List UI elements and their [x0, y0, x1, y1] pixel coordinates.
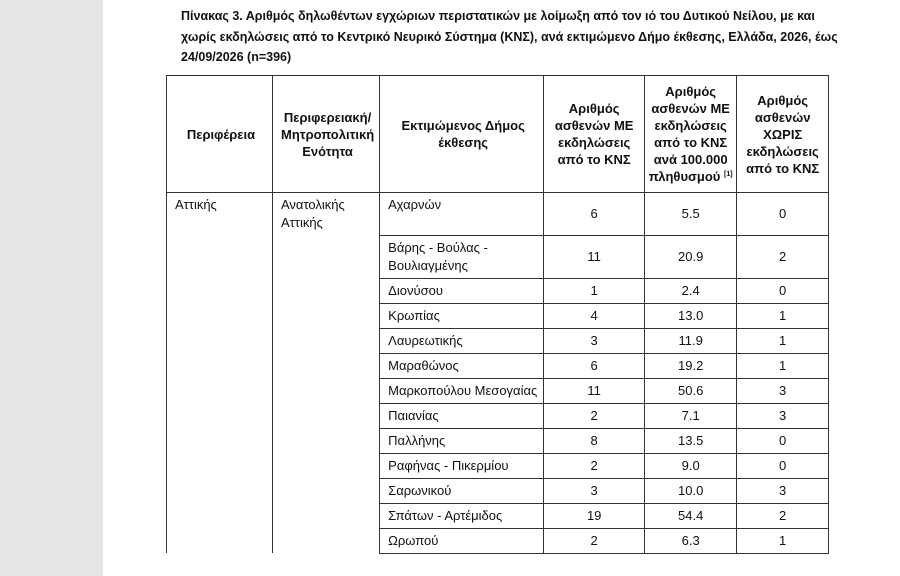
table-row [167, 328, 829, 353]
without-cns-cell: 1 [737, 303, 829, 328]
table-row [167, 278, 829, 303]
rate-cell: 5.5 [645, 193, 737, 236]
with-cns-cell: 3 [544, 478, 645, 503]
with-cns-cell: 2 [544, 453, 645, 478]
without-cns-cell: 1 [737, 328, 829, 353]
region-cell-empty [167, 453, 273, 478]
regional-unit-cell-empty [273, 478, 380, 503]
without-cns-cell: 0 [737, 278, 829, 303]
rate-cell: 9.0 [645, 453, 737, 478]
table-row [167, 193, 829, 236]
table-row [167, 428, 829, 453]
header-without-cns: Αριθμός ασθενών ΧΩΡΙΣ εκδηλώσεις από το ΚΝΣ [737, 76, 829, 193]
rate-cell: 13.5 [645, 428, 737, 453]
region-cell-empty [167, 378, 273, 403]
region-cell-empty [167, 278, 273, 303]
header-with-cns: Αριθμός ασθενών ΜΕ εκδηλώσεις από το ΚΝΣ [544, 76, 645, 193]
with-cns-cell: 2 [544, 528, 645, 553]
footnote-ref: [1] [724, 171, 733, 178]
municipality-cell: Σπάτων - Αρτέμιδος [380, 503, 544, 528]
table-caption: Πίνακας 3. Αριθμός δηλωθέντων εγχώριων περιστατικών με λοίμωξη από τον ιό του Δυτικού Νείλου, με και χωρίς εκδηλώσεις από το Κεντρικό Νευρικό Σύστημα (ΚΝΣ), ανά εκτιμώμενο Δήμο έκθεσης, Ελλάδα, 2026, έως 24/09/2026 (n=396) [181, 9, 838, 64]
municipality-cell: Ραφήνας - Πικερμίου [380, 453, 544, 478]
table-row [167, 353, 829, 378]
municipality-cell: Διονύσου [380, 278, 544, 303]
regional-unit-cell: Ανατολικής Αττικής [273, 193, 380, 236]
region-cell-empty [167, 478, 273, 503]
rate-cell: 6.3 [645, 528, 737, 553]
region-cell-empty [167, 353, 273, 378]
regional-unit-cell-empty [273, 303, 380, 328]
without-cns-cell: 3 [737, 378, 829, 403]
rate-cell: 10.0 [645, 478, 737, 503]
region-cell-empty [167, 403, 273, 428]
rate-cell: 50.6 [645, 378, 737, 403]
without-cns-cell: 1 [737, 353, 829, 378]
municipality-cell: Κρωπίας [380, 303, 544, 328]
header-regional-unit: Περιφερειακή/ Μητροπολιτική Ενότητα [273, 76, 380, 193]
rate-cell: 7.1 [645, 403, 737, 428]
document-page [103, 0, 900, 576]
municipality-cell: Μαραθώνος [380, 353, 544, 378]
municipality-cell: Παιανίας [380, 403, 544, 428]
municipality-cell: Μαρκοπούλου Μεσογαίας [380, 378, 544, 403]
without-cns-cell: 2 [737, 503, 829, 528]
rate-cell: 54.4 [645, 503, 737, 528]
rate-cell: 2.4 [645, 278, 737, 303]
regional-unit-cell-empty [273, 328, 380, 353]
table-row [167, 378, 829, 403]
rate-cell: 11.9 [645, 328, 737, 353]
cases-table [166, 75, 829, 554]
with-cns-cell: 6 [544, 193, 645, 236]
regional-unit-cell-empty [273, 403, 380, 428]
region-cell: Αττικής [167, 193, 273, 236]
with-cns-cell: 6 [544, 353, 645, 378]
table-row [167, 453, 829, 478]
table-row [167, 528, 829, 553]
rate-cell: 19.2 [645, 353, 737, 378]
with-cns-cell: 1 [544, 278, 645, 303]
municipality-cell: Λαυρεωτικής [380, 328, 544, 353]
header-rate-text: Αριθμός ασθενών ΜΕ εκδηλώσεις από το ΚΝΣ ανά 100.000 πληθυσμού [648, 84, 730, 184]
regional-unit-cell-empty [273, 353, 380, 378]
region-cell-empty [167, 303, 273, 328]
without-cns-cell: 0 [737, 453, 829, 478]
region-cell-empty [167, 235, 273, 278]
without-cns-cell: 0 [737, 193, 829, 236]
table-row [167, 503, 829, 528]
without-cns-cell: 3 [737, 403, 829, 428]
municipality-cell: Παλλήνης [380, 428, 544, 453]
header-rate [645, 76, 737, 193]
regional-unit-cell-empty [273, 278, 380, 303]
without-cns-cell: 1 [737, 528, 829, 553]
table-row [167, 478, 829, 503]
table-row [167, 235, 829, 278]
regional-unit-cell-empty [273, 453, 380, 478]
with-cns-cell: 3 [544, 328, 645, 353]
municipality-cell: Βάρης - Βούλας - Βουλιαγμένης [380, 235, 544, 278]
region-cell-empty [167, 428, 273, 453]
municipality-cell: Αχαρνών [380, 193, 544, 236]
header-region: Περιφέρεια [167, 76, 273, 193]
table-row [167, 303, 829, 328]
municipality-cell: Σαρωνικού [380, 478, 544, 503]
table-row [167, 403, 829, 428]
region-cell-empty [167, 328, 273, 353]
without-cns-cell: 0 [737, 428, 829, 453]
region-cell-empty [167, 528, 273, 553]
rate-cell: 13.0 [645, 303, 737, 328]
without-cns-cell: 2 [737, 235, 829, 278]
municipality-cell: Ωρωπού [380, 528, 544, 553]
with-cns-cell: 4 [544, 303, 645, 328]
with-cns-cell: 11 [544, 235, 645, 278]
regional-unit-cell-empty [273, 528, 380, 553]
without-cns-cell: 3 [737, 478, 829, 503]
regional-unit-cell-empty [273, 503, 380, 528]
with-cns-cell: 8 [544, 428, 645, 453]
regional-unit-cell-empty [273, 378, 380, 403]
header-row [167, 76, 829, 193]
rate-cell: 20.9 [645, 235, 737, 278]
regional-unit-cell-empty [273, 428, 380, 453]
with-cns-cell: 2 [544, 403, 645, 428]
region-cell-empty [167, 503, 273, 528]
with-cns-cell: 19 [544, 503, 645, 528]
regional-unit-cell-empty [273, 235, 380, 278]
header-municipality: Εκτιμώμενος Δήμος έκθεσης [380, 76, 544, 193]
with-cns-cell: 11 [544, 378, 645, 403]
